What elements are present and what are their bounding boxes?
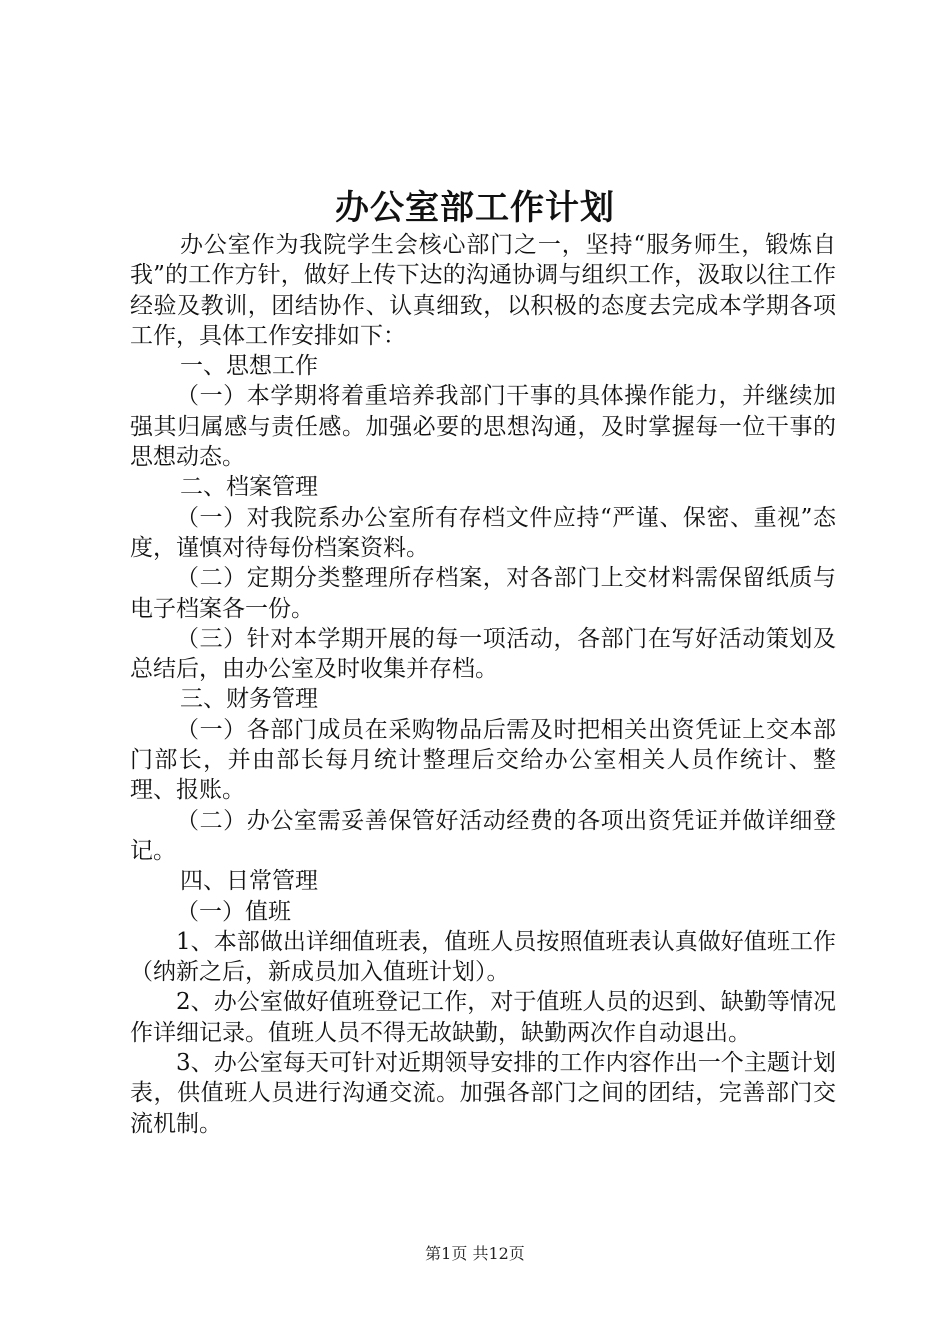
paragraph-duty-2: 2、办公室做好值班登记工作，对于值班人员的迟到、缺勤等情况作详细记录。值班人员不得无故缺勤，缺勤两次作自动退出。 — [130, 989, 836, 1046]
paragraph-duty-3: 3、办公室每天可针对近期领导安排的工作内容作出一个主题计划表，供值班人员进行沟通交流。加强各部门之间的团结，完善部门交流机制。 — [130, 1050, 836, 1137]
page-title: 办公室部工作计划 — [335, 188, 615, 228]
section-heading-daily-management: 四、日常管理 — [180, 868, 318, 895]
section-heading-archive-management: 二、档案管理 — [180, 474, 318, 501]
paragraph-archive-1: （一）对我院系办公室所有存档文件应持“严谨、保密、重视”态度，谨慎对待每份档案资料。 — [130, 504, 836, 561]
paragraph-finance-2: （二）办公室需妥善保管好活动经费的各项出资凭证并做详细登记。 — [130, 807, 836, 864]
paragraph-finance-1: （一）各部门成员在采购物品后需及时把相关出资凭证上交本部门部长，并由部长每月统计整理后交给办公室相关人员作统计、整理、报账。 — [130, 716, 836, 804]
paragraph-thought-1: （一）本学期将着重培养我部门干事的具体操作能力，并继续加强其归属感与责任感。加强必要的思想沟通，及时掌握每一位干事的思想动态。 — [130, 383, 836, 471]
page-number-footer: 第1页 共12页 — [425, 1244, 525, 1263]
paragraph-duty-1: 1、本部做出详细值班表，值班人员按照值班表认真做好值班工作（纳新之后，新成员加入值班计划）。 — [130, 928, 836, 986]
document-body — [130, 230, 836, 1139]
intro-paragraph: 办公室作为我院学生会核心部门之一，坚持“服务师生，锻炼自我”的工作方针，做好上传下达的沟通协调与组织工作，汲取以往工作经验及教训，团结协作、认真细致，以积极的态度去完成本学期各项工作，具体工作安排如下： — [130, 232, 836, 349]
section-heading-thought-work: 一、思想工作 — [180, 353, 318, 380]
paragraph-archive-3: （三）针对本学期开展的每一项活动，各部门在写好活动策划及总结后，由办公室及时收集并存档。 — [130, 625, 836, 683]
subsection-heading-duty: （一）值班 — [176, 898, 291, 925]
section-heading-finance-management: 三、财务管理 — [180, 686, 318, 713]
paragraph-archive-2: （二）定期分类整理所存档案，对各部门上交材料需保留纸质与电子档案各一份。 — [130, 565, 836, 622]
